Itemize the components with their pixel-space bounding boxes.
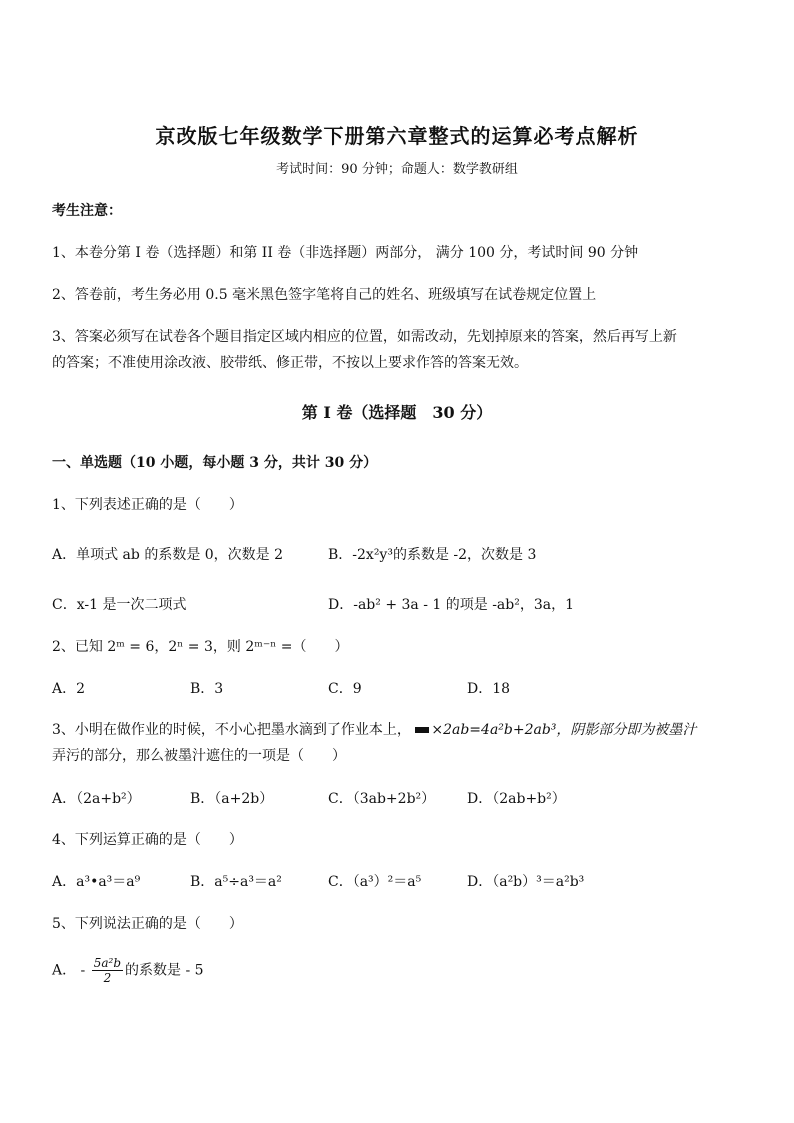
notice-item-2: 2、答卷前，考生务必用 0.5 毫米黑色签字笔将自己的姓名、班级填写在试卷规定位置上 [52, 287, 597, 303]
section-title: 第 I 卷（选择题 30 分） [301, 403, 493, 422]
question-5-stem: 5、下列说法正确的是（ ） [52, 916, 243, 932]
question-3-stem-text: 3、小明在做作业的时候，不小心把墨水滴到了作业本上， [52, 722, 411, 738]
question-3-stem-line-2: 弄污的部分，那么被墨汁遮住的一项是（ ） [52, 748, 346, 764]
question-4-option-b: B．a⁵÷a³＝a² [190, 874, 282, 890]
question-4-option-c: C．（a³）²＝a⁵ [328, 874, 422, 890]
notice-item-3-cont: 的答案；不准使用涂改液、胶带纸、修正带，不按以上要求作答的答案无效。 [52, 355, 528, 371]
question-3-option-d: D．（2ab+b²） [467, 791, 566, 807]
question-1-option-a: A．单项式 ab 的系数是 0，次数是 2 [52, 547, 284, 563]
question-1-option-d: D．-ab² + 3a - 1 的项是 -ab²，3a，1 [328, 597, 575, 613]
question-4-option-d: D．（a²b）³＝a²b³ [467, 874, 585, 890]
question-2-stem: 2、已知 2ᵐ = 6，2ⁿ = 3，则 2ᵐ⁻ⁿ =（ ） [52, 639, 349, 655]
fraction [92, 956, 123, 985]
question-3-stem-line-1 [52, 719, 696, 739]
question-1-stem: 1、下列表述正确的是（ ） [52, 497, 243, 513]
ink-blot-icon [415, 727, 429, 733]
part-heading: 一、单选题（10 小题，每小题 3 分，共计 30 分） [52, 455, 378, 471]
question-3-option-b: B．（a+2b） [190, 791, 274, 807]
fraction-denominator: 2 [103, 971, 112, 985]
question-2-option-c: C．9 [328, 681, 362, 697]
question-5-option-a-prefix: A． - [52, 962, 86, 979]
notice-item-1: 1、本卷分第 I 卷（选择题）和第 II 卷（非选择题）两部分， 满分 100 分，考试时间 90 分钟 [52, 245, 639, 261]
notice-heading: 考生注意： [52, 203, 122, 219]
question-5-option-a [52, 956, 204, 985]
question-3-option-a: A．（2a+b²） [52, 791, 141, 807]
question-4-option-a: A．a³•a³＝a⁹ [52, 874, 141, 890]
question-3-equation: ×2ab=4a²b+2ab³，阴影部分即为被墨汁 [431, 722, 697, 738]
question-5-option-a-suffix: 的系数是 - 5 [125, 962, 204, 979]
question-3-option-c: C．（3ab+2b²） [328, 791, 436, 807]
question-2-option-a: A．2 [52, 681, 86, 697]
question-1-option-c: C．x-1 是一次二项式 [52, 597, 187, 613]
question-2-option-d: D．18 [467, 681, 511, 697]
question-1-option-b: B．-2x²y³的系数是 -2，次数是 3 [328, 547, 537, 563]
notice-item-3: 3、答案必须写在试卷各个题目指定区域内相应的位置，如需改动，先划掉原来的答案，然后再写上新 [52, 329, 677, 345]
question-2-option-b: B．3 [190, 681, 224, 697]
page-title: 京改版七年级数学下册第六章整式的运算必考点解析 [155, 124, 639, 148]
question-4-stem: 4、下列运算正确的是（ ） [52, 832, 243, 848]
exam-subtitle: 考试时间：90 分钟；命题人：数学教研组 [276, 162, 518, 177]
fraction-numerator: 5a²b [93, 956, 122, 970]
